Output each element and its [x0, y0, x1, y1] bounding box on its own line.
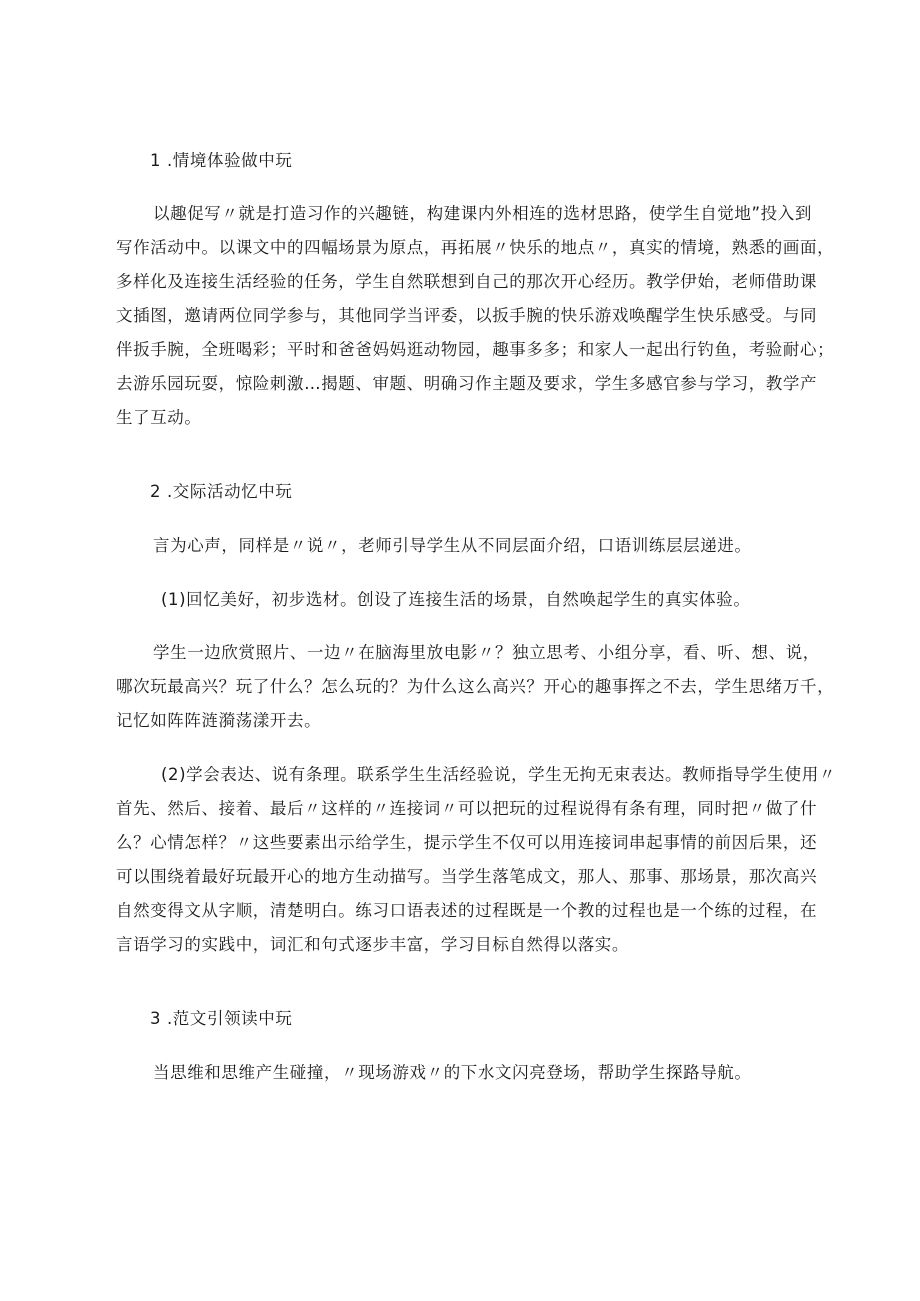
- paragraph-line: 可以围绕着最好玩最开心的地方生动描写。当学生落笔成文，那人、那事、那场景，那次高兴: [116, 867, 818, 886]
- paragraph-line: 写作活动中。以课文中的四幅场景为原点，再拓展〃快乐的地点〃，真实的情境，熟悉的画面，: [116, 238, 835, 257]
- section-heading: 3 .范文引领读中玩: [150, 1009, 293, 1028]
- paragraph-line: (2)学会表达、说有条理。联系学生生活经验说，学生无拘无束表达。教师指导学生使用〃: [161, 765, 836, 784]
- paragraph-line: 学生一边欣赏照片、一边〃在脑海里放电影〃？独立思考、小组分享，看、听、想、说，: [153, 643, 820, 662]
- section-heading: 2 .交际活动忆中玩: [150, 482, 293, 501]
- paragraph-line: 么？心情怎样？〃这些要素出示给学生，提示学生不仅可以用连接词串起事情的前因后果，还: [116, 833, 818, 852]
- paragraph-line: 记忆如阵阵涟漪荡漾开去。: [116, 711, 322, 730]
- paragraph-line: 伴扳手腕，全班喝彩；平时和爸爸妈妈逛动物园，趣事多多；和家人一起出行钓鱼，考验耐心；: [116, 340, 835, 359]
- paragraph-line: 首先、然后、接着、最后〃这样的〃连接词〃可以把玩的过程说得有条有理，同时把〃做了什: [116, 799, 818, 818]
- paragraph-line: 当思维和思维产生碰撞，〃现场游戏〃的下水文闪亮登场，帮助学生探路导航。: [153, 1063, 752, 1082]
- paragraph-line: 生了互动。: [116, 408, 202, 427]
- paragraph-line: 言语学习的实践中，词汇和句式逐步丰富，学习目标自然得以落实。: [116, 935, 629, 954]
- paragraph-line: 文插图，邀请两位同学参与，其他同学当评委，以扳手腕的快乐游戏唤醒学生快乐感受。与同: [116, 306, 818, 325]
- paragraph-line: 以趣促写〃就是打造习作的兴趣链，构建课内外相连的选材思路，使学生自觉地”投入到: [153, 204, 812, 223]
- paragraph-line: 多样化及连接生活经验的任务，学生自然联想到自己的那次开心经历。教学伊始，老师借助课: [116, 272, 818, 291]
- paragraph-line: 自然变得文从字顺，清楚明白。练习口语表述的过程既是一个教的过程也是一个练的过程，在: [116, 901, 818, 920]
- paragraph-line: (1)回忆美好，初步选材。创设了连接生活的场景，自然唤起学生的真实体验。: [161, 590, 751, 609]
- paragraph-line: 言为心声，同样是〃说〃，老师引导学生从不同层面介绍，口语训练层层递进。: [153, 536, 752, 555]
- paragraph-line: 去游乐园玩耍，惊险刺激…揭题、审题、明确习作主题及要求，学生多感官参与学习，教学产: [116, 374, 818, 393]
- paragraph-line: 哪次玩最高兴？玩了什么？怎么玩的？为什么这么高兴？开心的趣事挥之不去，学生思绪万千，: [116, 677, 835, 696]
- section-heading: 1 .情境体验做中玩: [150, 151, 293, 170]
